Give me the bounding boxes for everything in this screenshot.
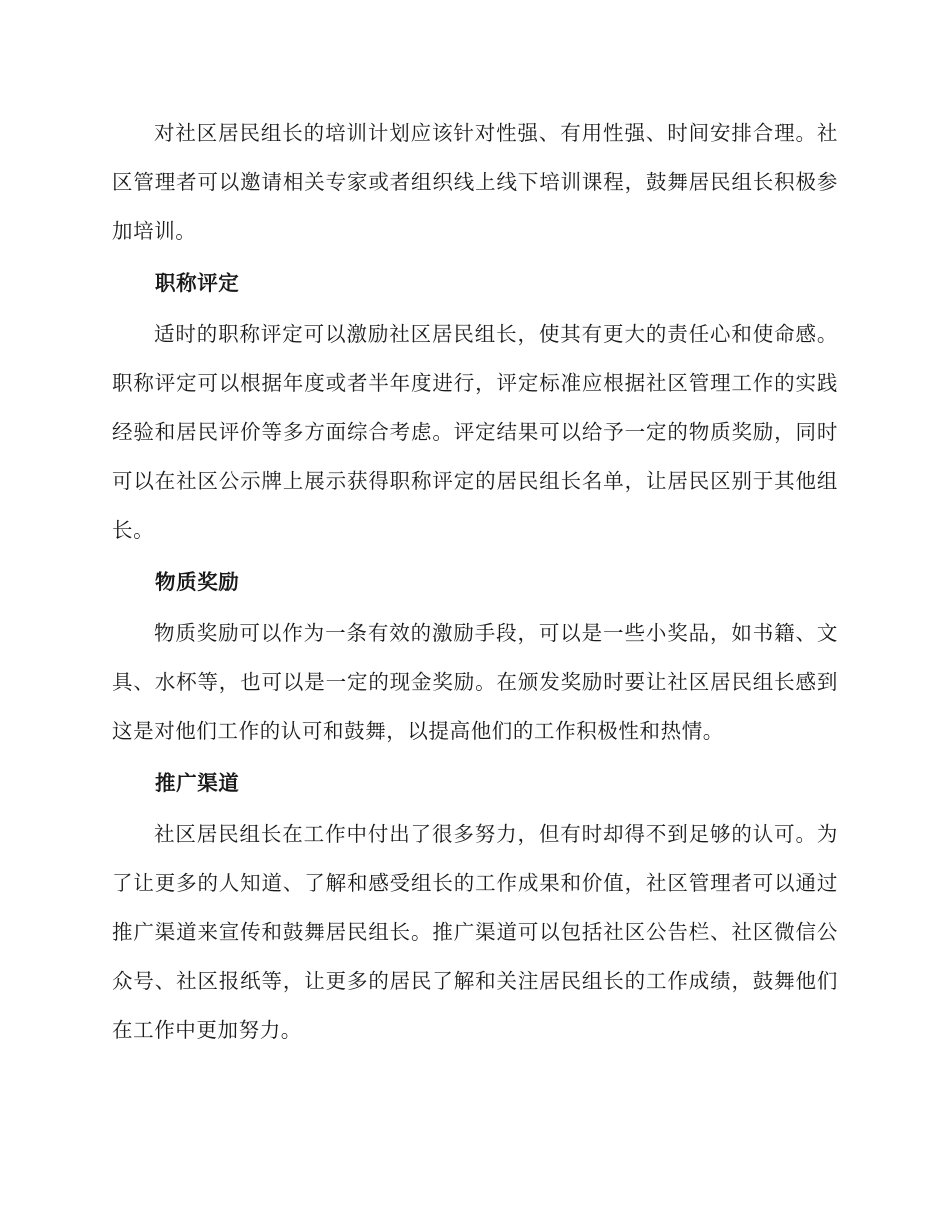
heading-title-evaluation: 职称评定 <box>155 271 240 295</box>
heading-material-reward: 物质奖励 <box>155 570 240 594</box>
paragraph-title-evaluation: 适时的职称评定可以激励社区居民组长，使其有更大的责任心和使命感。职称评定可以根据年度或者半年度进行，评定标准应根据社区管理工作的实践经验和居民评价等多方面综合考虑。评定结果可以给予一定的物质奖励，同时可以在社区公示牌上展示获得职称评定的居民组长名单，让居民区别于其他组长。 <box>112 322 838 542</box>
paragraph-promotion-channels: 社区居民组长在工作中付出了很多努力，但有时却得不到足够的认可。为了让更多的人知道、了解和感受组长的工作成果和价值，社区管理者可以通过推广渠道来宣传和鼓舞居民组长。推广渠道可以包括社区公告栏、社区微信公众号、社区报纸等，让更多的居民了解和关注居民组长的工作成绩，鼓舞他们在工作中更加努力。 <box>112 822 838 1042</box>
paragraph-training-plan: 对社区居民组长的培训计划应该针对性强、有用性强、时间安排合理。社区管理者可以邀请相关专家或者组织线上线下培训课程，鼓舞居民组长积极参加培训。 <box>112 121 838 243</box>
heading-promotion-channels: 推广渠道 <box>155 771 240 795</box>
paragraph-material-reward: 物质奖励可以作为一条有效的激励手段，可以是一些小奖品，如书籍、文具、水杯等，也可以是一定的现金奖励。在颁发奖励时要让社区居民组长感到这是对他们工作的认可和鼓舞，以提高他们的工作积极性和热情。 <box>112 621 838 743</box>
